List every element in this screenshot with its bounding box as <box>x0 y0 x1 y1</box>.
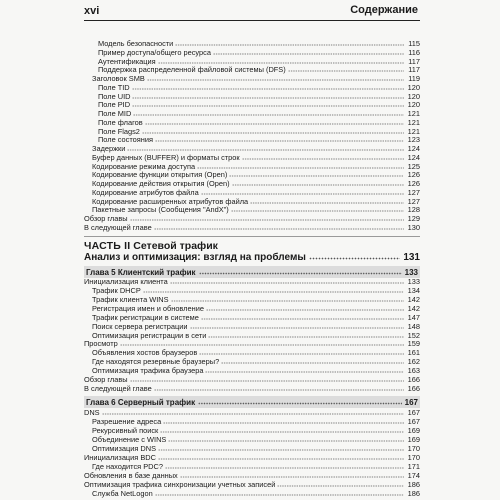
toc-entry-title: Кодирование расширенных атрибутов файла <box>92 196 249 206</box>
toc-entry-title: Объединение с WINS <box>92 434 167 444</box>
dot-leader <box>132 94 404 100</box>
toc-entry-title: Задержки <box>92 144 126 153</box>
toc-entry-title: Поле PID <box>98 100 131 110</box>
dot-leader <box>145 120 404 126</box>
toc-entry <box>84 417 420 426</box>
toc-entry <box>84 304 420 313</box>
toc-entry <box>84 144 420 153</box>
toc-entry-page: 126 <box>407 170 420 180</box>
toc-entry-title: Объявления хостов браузеров <box>92 348 198 358</box>
page-header <box>0 0 500 18</box>
toc-entry-page: 163 <box>407 366 420 376</box>
toc-entry-title: Оптимизация трафика синхронизации учетных записей <box>84 479 276 489</box>
toc-entry <box>84 179 420 188</box>
toc-entry <box>84 375 420 384</box>
dot-leader <box>155 491 404 497</box>
dot-leader <box>208 333 404 339</box>
toc-entry-title: Кодирование функции открытия (Open) <box>92 170 228 180</box>
dot-leader <box>231 207 404 213</box>
toc-entry-page: 121 <box>407 126 420 136</box>
dot-leader <box>288 67 404 73</box>
toc-entry-page: 126 <box>407 179 420 188</box>
toc-entry-title: Поиск сервера регистрации <box>92 321 188 331</box>
dot-leader <box>132 102 404 108</box>
dot-leader <box>199 269 402 275</box>
dot-leader <box>206 306 404 312</box>
toc-entry <box>84 118 420 127</box>
toc-entry <box>84 313 420 322</box>
page-number: xvi <box>84 5 100 17</box>
toc-entry <box>84 444 420 453</box>
toc-entry <box>84 489 420 498</box>
dot-leader <box>154 225 404 231</box>
dot-leader <box>158 59 404 65</box>
toc-entry-page: 162 <box>407 357 420 367</box>
toc-entry <box>84 197 420 206</box>
toc-entry <box>84 170 420 179</box>
toc-entry <box>84 65 420 74</box>
running-header-section: Содержание <box>350 4 418 16</box>
toc-entry-page: 127 <box>407 187 420 197</box>
toc-entry-title: В следующей главе <box>84 222 152 232</box>
toc-entry-page: 170 <box>407 443 420 453</box>
dot-leader <box>158 446 404 452</box>
toc-entry-title: Где находится PDC? <box>92 461 163 471</box>
toc-entry <box>84 322 420 331</box>
toc-entry-title: Просмотр <box>84 339 118 349</box>
toc-entry-page: 169 <box>407 434 420 444</box>
toc-entry-page: 123 <box>407 135 420 145</box>
toc-entry-page: 161 <box>407 348 420 358</box>
dot-leader <box>175 41 404 47</box>
dot-leader <box>132 85 404 91</box>
toc-entry-title: Заголовок SMB <box>92 74 145 83</box>
toc-entry-page: 159 <box>407 339 420 349</box>
toc-entry-title: Инициализация клиента <box>84 277 168 286</box>
toc-entry-title: Оптимизация DNS <box>92 443 156 453</box>
toc-entry-title: Пакетные запросы (Сообщения "AndX") <box>92 205 229 215</box>
dot-leader <box>130 377 404 383</box>
header-rule <box>84 20 420 21</box>
toc-entry-page: 186 <box>407 488 420 498</box>
dot-leader <box>142 129 404 135</box>
toc-entry-title: Кодирование атрибутов файла <box>92 187 199 197</box>
dot-leader <box>130 216 404 222</box>
toc-entry-page: 120 <box>407 100 420 110</box>
toc-entry-page: 115 <box>408 39 420 48</box>
toc-entry-title: Поле MID <box>98 109 132 118</box>
dot-leader <box>277 482 404 488</box>
toc-entry <box>84 453 420 462</box>
dot-leader <box>171 297 404 303</box>
toc-entry <box>84 48 420 57</box>
toc-entry <box>84 223 420 232</box>
toc-entry-page: 152 <box>407 330 420 340</box>
toc-entry-page: 117 <box>408 65 420 75</box>
toc-entry <box>84 286 420 295</box>
toc-entry-page: 142 <box>407 303 420 313</box>
dot-leader <box>309 254 400 260</box>
dot-leader <box>102 410 404 416</box>
dot-leader <box>190 324 404 330</box>
dot-leader <box>165 464 404 470</box>
dot-leader <box>155 137 404 143</box>
toc-entry <box>84 74 420 83</box>
toc-entry-title: Инициализация BDC <box>84 452 156 462</box>
toc-entry <box>84 83 420 92</box>
toc-entry <box>84 357 420 366</box>
part-page: 131 <box>403 251 420 263</box>
dot-leader <box>133 111 404 117</box>
toc-entry-page: 120 <box>407 82 420 92</box>
toc-entry-title: Обновления в базе данных <box>84 470 178 480</box>
toc-entry-title: Поле состояния <box>98 135 153 145</box>
dot-leader <box>198 399 402 405</box>
chapter-title: Глава 5 Клиентский трафик <box>86 267 196 277</box>
toc-entry-page: 169 <box>407 425 420 435</box>
toc-entry <box>84 135 420 144</box>
toc-entry-page: 124 <box>407 152 420 162</box>
toc-entry-title: Трафик клиента WINS <box>92 294 169 304</box>
dot-leader <box>201 190 404 196</box>
toc-entry-page: 147 <box>407 312 420 322</box>
toc-entry-title: Обзор главы <box>84 214 128 223</box>
toc-entry-title: Кодирование режима доступа <box>92 161 196 171</box>
toc-entry-title: Кодирование действия открытия (Open) <box>92 179 230 188</box>
toc-entry-title: Аутентификация <box>98 56 156 66</box>
toc-entry <box>84 188 420 197</box>
toc-entry-title: Пример доступа/общего ресурса <box>98 47 211 57</box>
toc-entry <box>84 39 420 48</box>
toc-entry-title: Где находятся резервные браузеры? <box>92 357 220 367</box>
chapter-title: Глава 6 Серверный трафик <box>86 397 196 407</box>
toc-entry <box>84 205 420 214</box>
dot-leader <box>160 428 404 434</box>
dot-leader <box>168 437 404 443</box>
toc-entry-page: 130 <box>407 222 420 232</box>
toc-entry-title: Рекурсивный поиск <box>92 425 159 435</box>
dot-leader <box>232 181 404 187</box>
toc-entry-title: Регистрация имен и обновление <box>92 303 204 313</box>
toc-entry <box>84 214 420 223</box>
dot-leader <box>197 164 404 170</box>
toc-entry-page: 128 <box>407 205 420 215</box>
toc-entry-title: Трафик DHCP <box>92 285 141 295</box>
toc-entry-title: DNS <box>84 408 100 417</box>
toc-entry <box>84 384 420 393</box>
toc-entry-page: 167 <box>407 416 420 426</box>
dot-leader <box>242 155 404 161</box>
toc-entry-page: 125 <box>407 161 420 171</box>
toc-entry-title: Служба NetLogon <box>92 488 153 498</box>
dot-leader <box>199 350 404 356</box>
toc-entry <box>84 435 420 444</box>
toc-entry-page: 166 <box>407 384 420 394</box>
toc-entry <box>84 100 420 109</box>
toc-entry-page: 117 <box>408 56 420 66</box>
toc-entry-page: 119 <box>408 74 420 83</box>
toc-entry-title: В следующей главе <box>84 384 152 394</box>
toc-entry <box>84 153 420 162</box>
dot-leader <box>180 473 404 479</box>
toc-entry-page: 127 <box>407 196 420 206</box>
dot-leader <box>120 341 404 347</box>
toc-entry-title: Поле Flags2 <box>98 126 140 136</box>
toc-entry <box>84 92 420 101</box>
part-title: Сетевой трафик <box>133 240 218 252</box>
toc-entry <box>84 277 420 286</box>
toc-entry <box>84 366 420 375</box>
dot-leader <box>250 199 404 205</box>
toc-entry-title: Разрешение адреса <box>92 416 162 426</box>
toc-entry-page: 148 <box>407 321 420 331</box>
part-subtitle-row <box>84 250 420 264</box>
toc-entry <box>84 109 420 118</box>
toc-entry <box>84 426 420 435</box>
toc-entry <box>84 480 420 489</box>
toc-entry <box>84 462 420 471</box>
dot-leader <box>221 359 404 365</box>
dot-leader <box>154 386 404 392</box>
toc-entry-title: Оптимизация трафика браузера <box>92 366 204 376</box>
toc-entry <box>84 348 420 357</box>
toc-entry <box>84 331 420 340</box>
toc-entry-title: Обзор главы <box>84 375 128 385</box>
toc-entry <box>84 162 420 171</box>
chapter-page: 133 <box>404 267 418 277</box>
toc-entry-page: 186 <box>407 479 420 489</box>
toc-entry-page: 116 <box>408 47 420 57</box>
toc-entry-page: 134 <box>407 285 420 295</box>
toc-entry-page: 133 <box>407 277 420 286</box>
toc-entry-title: Оптимизация регистрации в сети <box>92 330 207 340</box>
dot-leader <box>127 146 404 152</box>
chapter-page: 167 <box>404 397 418 407</box>
separator-line <box>84 236 420 237</box>
toc-entry-page: 129 <box>407 214 420 223</box>
toc-entry-page: 167 <box>407 408 420 417</box>
dot-leader <box>213 50 404 56</box>
dot-leader <box>170 279 404 285</box>
toc-entry <box>84 57 420 66</box>
toc-entry <box>84 339 420 348</box>
toc-entry-title: Поддержка распределенной файловой системы (DFS) <box>98 65 286 75</box>
toc-entry-page: 124 <box>407 144 420 153</box>
dot-leader <box>163 419 404 425</box>
dot-leader <box>158 455 404 461</box>
toc-entry-page: 166 <box>407 375 420 385</box>
toc-entry-title: Модель безопасности <box>98 39 174 48</box>
toc-entry <box>84 471 420 480</box>
toc-entry <box>84 408 420 417</box>
toc-entry-page: 174 <box>407 470 420 480</box>
toc-entry-page: 121 <box>407 109 420 118</box>
toc-entry <box>84 127 420 136</box>
toc-entry-page: 120 <box>407 91 420 101</box>
toc-entry-title: Поле флагов <box>98 117 143 127</box>
part-label: ЧАСТЬ II <box>84 240 131 252</box>
dot-leader <box>201 315 404 321</box>
toc-entry-page: 170 <box>407 452 420 462</box>
toc-entry-title: Буфер данных (BUFFER) и форматы строк <box>92 152 240 162</box>
toc-entry-page: 142 <box>407 294 420 304</box>
toc-entry-title: Поле UID <box>98 91 131 101</box>
dot-leader <box>143 288 404 294</box>
dot-leader <box>147 76 404 82</box>
toc-entry-title: Трафик регистрации в системе <box>92 312 199 322</box>
toc-entry-page: 121 <box>407 117 420 127</box>
part-subtitle: Анализ и оптимизация: взгляд на проблемы <box>84 251 306 263</box>
dot-leader <box>229 172 404 178</box>
chapter-6-heading <box>84 396 420 408</box>
toc-entry-title: Поле TID <box>98 82 130 92</box>
toc-entry <box>84 295 420 304</box>
dot-leader <box>205 368 404 374</box>
toc-entry-page: 171 <box>407 461 420 471</box>
